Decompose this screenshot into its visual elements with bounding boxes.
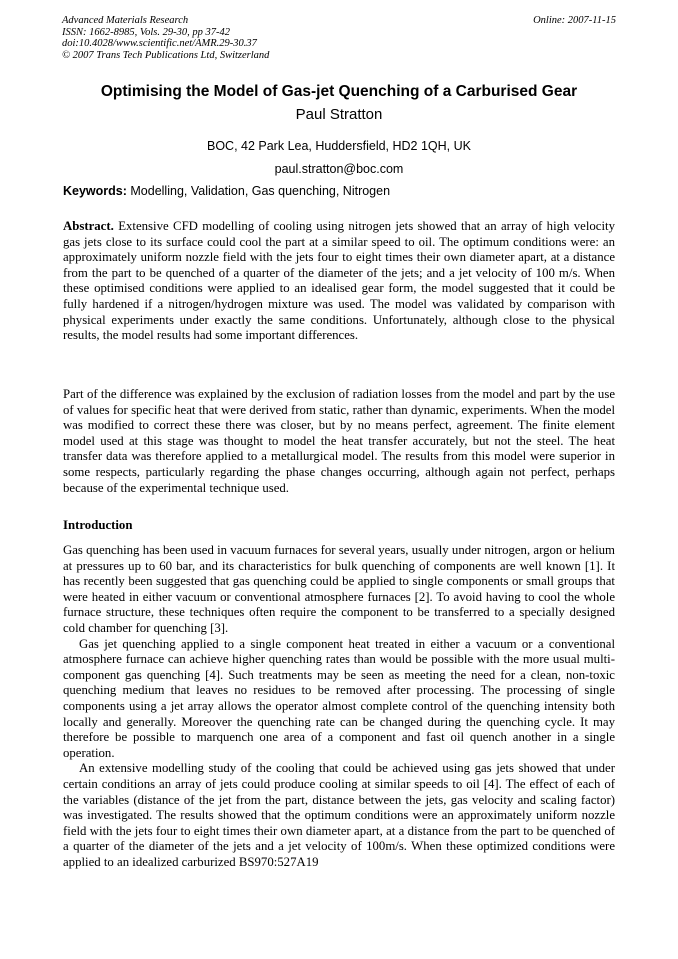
keywords-text: Modelling, Validation, Gas quenching, Nitrogen	[130, 184, 391, 198]
section-heading-introduction: Introduction	[63, 518, 133, 532]
issn-line: ISSN: 1662-8985, Vols. 29-30, pp 37-42	[62, 26, 230, 38]
introduction-body	[63, 543, 615, 870]
abstract-paragraph-2: Part of the difference was explained by the exclusion of radiation losses from the model and part by the use of values for specific heat that were derived from static, rather than dynamic, experiments. When the model was modified to correct these there was closer, but by no means perfect, agreement. The finite element model used at this stage was thought to model the heat transfer accurately, but not the steel. The heat transfer data was therefore applied to a metallurgical model. The results from this model were superior in some respects, particularly regarding the phase changes occurring, although again not perfect, perhaps because of the experimental technique used.	[63, 387, 615, 495]
keywords-line	[63, 184, 390, 198]
copyright-line: © 2007 Trans Tech Publications Ltd, Switzerland	[62, 49, 270, 61]
doi-link[interactable]: doi:10.4028/www.scientific.net/AMR.29-30.37	[62, 38, 257, 49]
journal-metadata	[62, 15, 269, 61]
keywords-label: Keywords:	[63, 184, 127, 198]
intro-paragraph-3: An extensive modelling study of the cooling that could be achieved using gas jets showed that under certain conditions an array of jets could produce cooling at similar speeds to oil [4]. The effect of each of the variables (distance of the jet from the part, distance between the jets, gas velocity and scaling factor) was investigated. The results showed that the optimum conditions were an approximately uniform nozzle field with the jets four to eight times their own diameter apart, at a distance from the part to be quenched of a quarter of the diameter of the jets and a jet velocity of 100m/s. When these optimized conditions were applied to an idealized carburized BS970:527A19	[63, 761, 615, 869]
abstract-label: Abstract.	[63, 219, 114, 233]
author-email[interactable]: paul.stratton@boc.com	[274, 162, 404, 176]
abstract-paragraph	[63, 219, 615, 344]
paper-title: Optimising the Model of Gas-jet Quenching of a Carburised Gear	[100, 83, 578, 100]
author-name: Paul Stratton	[295, 106, 383, 123]
author-affiliation: BOC, 42 Park Lea, Huddersfield, HD2 1QH, UK	[206, 139, 471, 153]
online-date: Online: 2007-11-15	[533, 15, 616, 26]
abstract-text: Extensive CFD modelling of cooling using nitrogen jets showed that an array of high velocity gas jets close to its surface could cool the part at a similar speed to oil. The optimum conditions were: an approximately uniform nozzle field with the jets four to eight times their own diameter apart, at a distance from the part to be quenched of a quarter of the diameter of the jets; and a jet velocity of 100 m/s. When these optimised conditions were applied to an idealised gear form, the model suggested that it could be fully hardened if a nitrogen/hydrogen mixture was used. The model was validated by comparison with physical experiments under exactly the same conditions. Unfortunately, although close to the physical results, the model results had some important differences.	[63, 219, 616, 343]
intro-paragraph-2: Gas jet quenching applied to a single component heat treated in either a vacuum or a conventional atmosphere furnace can achieve higher quenching rates than would be possible with the more usual multi-component gas quenching [4]. Such treatments may be seen as meeting the need for a clean, non-toxic quenching medium that leaves no residues to be removed after processing. The processing of single components using a jet array allows the operator almost complete control of the quenching intensity both locally and generally. Moreover the quenching rate can be changed during the quenching cycle. It may therefore be possible to marquench one area of a component and fast oil quench another in a single operation.	[63, 636, 615, 760]
intro-paragraph-1: Gas quenching has been used in vacuum furnaces for several years, usually under nitrogen, argon or helium at pressures up to 60 bar, and its characteristics for bulk quenching of components are well known [1]. It has recently been suggested that gas quenching could be applied to single components or small groups that were heated in either vacuum or conventional atmosphere furnaces [2]. To avoid having to cool the whole furnace structure, these techniques often require the component to be transferred to a specially designed cold chamber for quenching [3].	[63, 543, 615, 635]
journal-name: Advanced Materials Research	[62, 15, 189, 26]
